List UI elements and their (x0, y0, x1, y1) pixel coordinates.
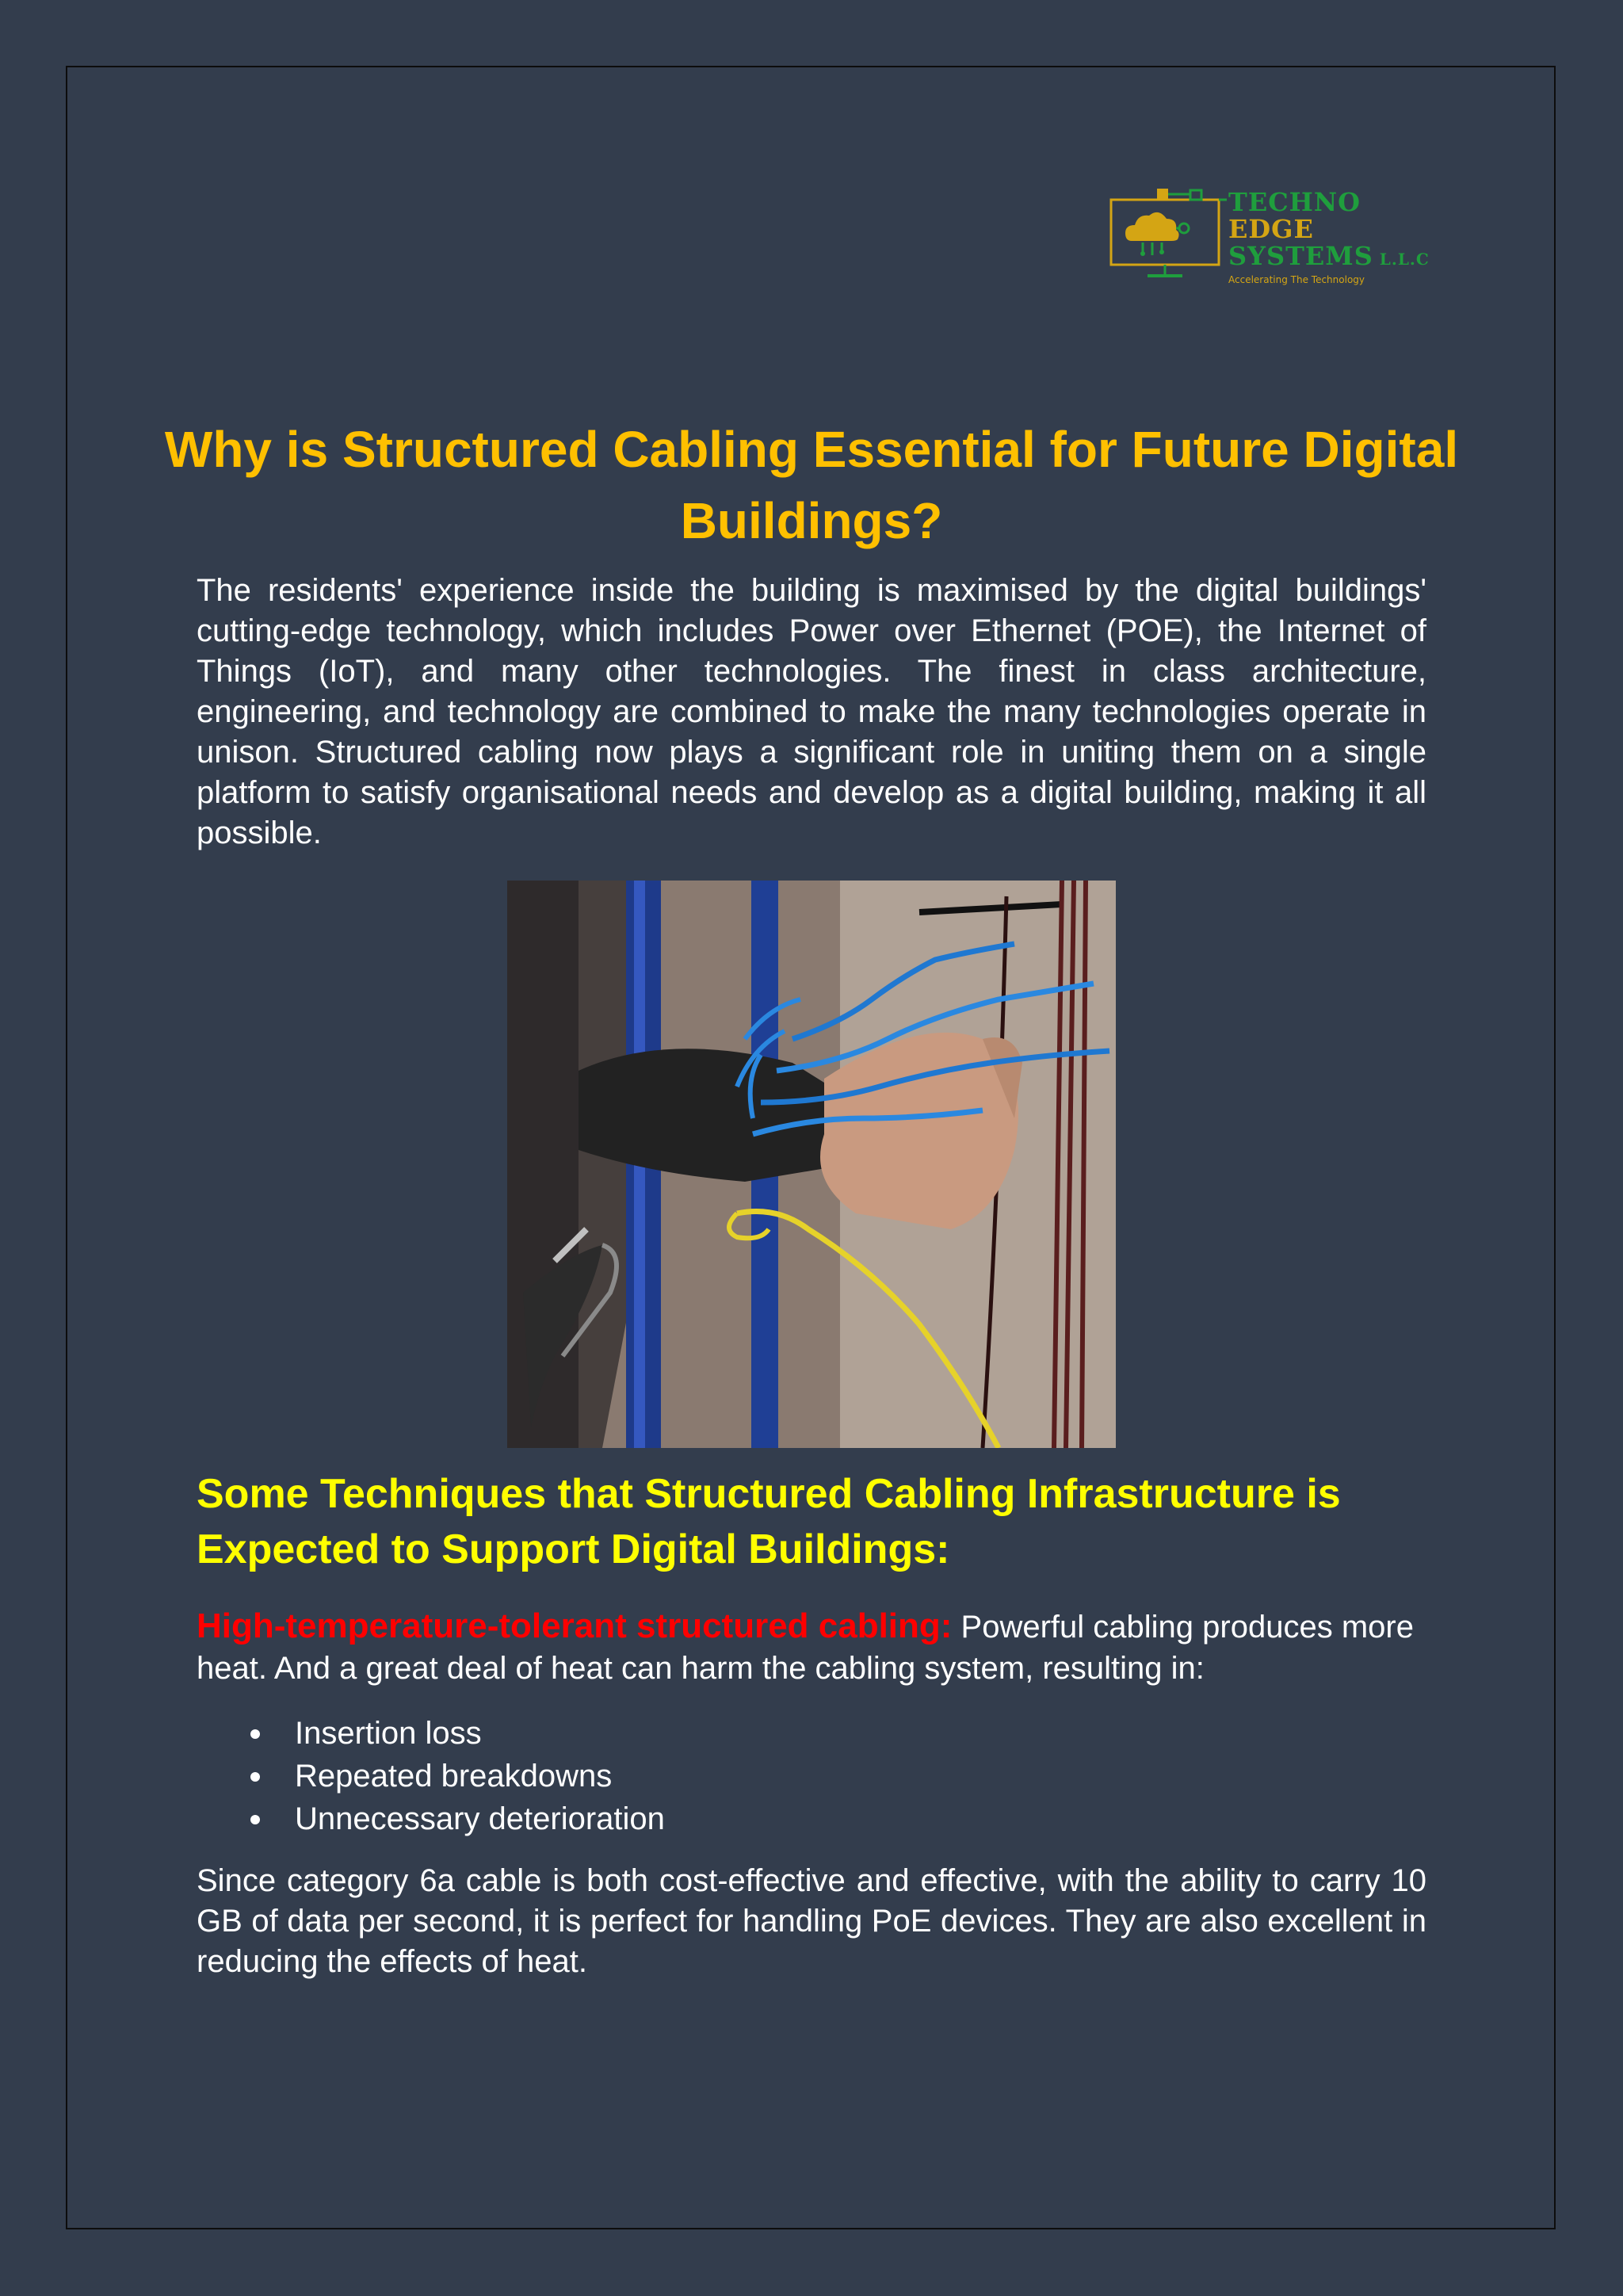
company-logo (1108, 187, 1430, 285)
logo-suffix: L.L.C (1379, 250, 1430, 269)
bullet-icon (250, 1815, 260, 1824)
hand-holding-cables-image (507, 881, 1116, 1448)
list-item-text: Unnecessary deterioration (295, 1801, 665, 1836)
page-title: Why is Structured Cabling Essential for Future Digital Buildings? (164, 421, 1459, 549)
section-title: Some Techniques that Structured Cabling Infrastructure is Expected to Support Digital Buildings: (197, 1471, 1341, 1572)
logo-line-2: EDGE (1228, 214, 1314, 244)
cabling-photo (507, 881, 1116, 1448)
list-item-text: Repeated breakdowns (295, 1759, 613, 1794)
intro-paragraph: The residents' experience inside the building is maximised by the digital buildings' cutting-edge technology, which includes Power over Ethernet (POE), the Internet of Things (IoT), and many other technologies. The finest in class architecture, engineering, and technology are combined to make the many technologies operate in unison. Structured cabling now plays a significant role in uniting them on a single platform to satisfy organisational needs and develop as a digital building, making it all possible. (197, 573, 1426, 850)
bullet-icon (250, 1729, 260, 1739)
effects-list (197, 1712, 1426, 1840)
technique-text: Powerful cabling produces more heat. And a great deal of heat can harm the cabling system, resulting in: (197, 1610, 1414, 1686)
logo-line-3-text: SYSTEMS (1228, 241, 1373, 271)
list-item (197, 1712, 1426, 1755)
list-item-text: Insertion loss (295, 1716, 482, 1751)
list-item (197, 1755, 1426, 1797)
bullet-icon (250, 1772, 260, 1782)
list-item (197, 1797, 1426, 1840)
logo-line-3 (1228, 243, 1430, 273)
logo-line-1: TECHNO (1228, 187, 1361, 217)
logo-tagline: Accelerating The Technology (1228, 274, 1365, 285)
logo-wordmark (1228, 189, 1430, 285)
cloud-monitor-icon (1108, 189, 1227, 284)
closing-paragraph: Since category 6a cable is both cost-effective and effective, with the ability to carry 10 GB of data per second, it is perfect for handling PoE devices. They are also excellent in reducing the effects of heat. (197, 1863, 1426, 1979)
technique-paragraph (197, 1606, 1426, 1689)
technique-label: High-temperature-tolerant structured cabling: (197, 1606, 953, 1645)
